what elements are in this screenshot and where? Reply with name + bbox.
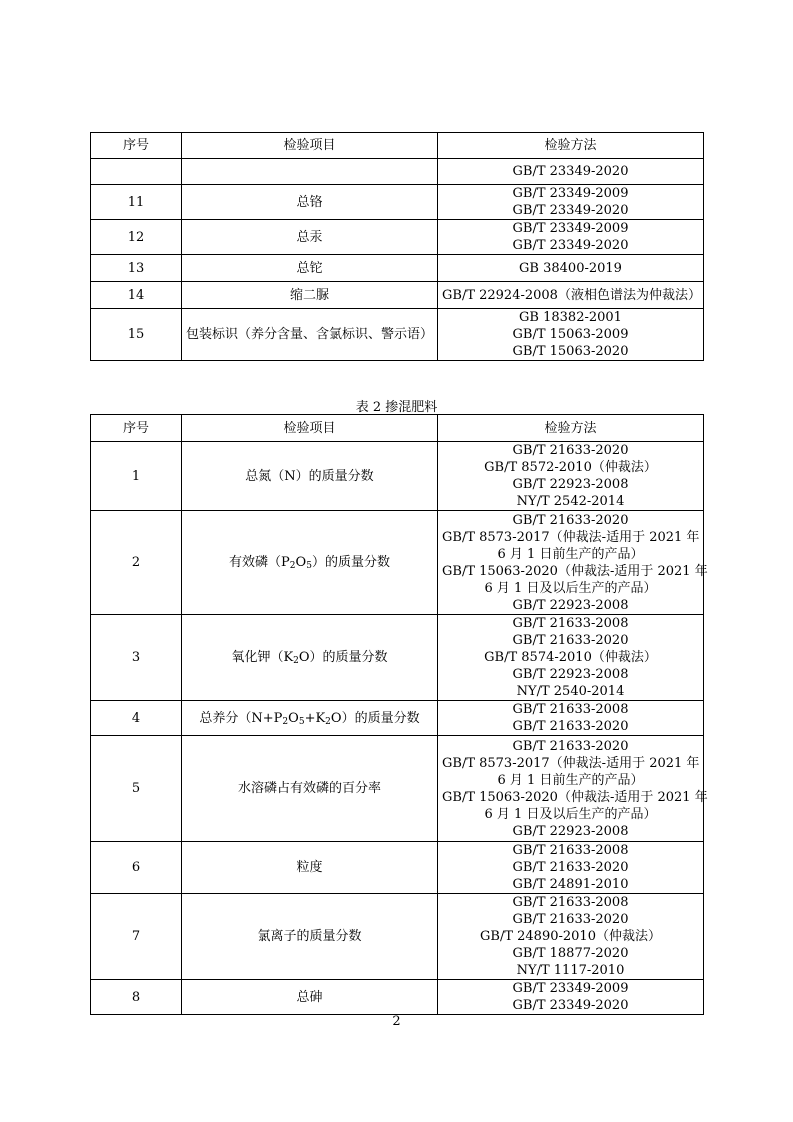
row-item: 有效磷$(P_2O_5)$的质量分数 <box>182 511 438 615</box>
row-seq: 3 <box>91 615 182 701</box>
method-line: GB/T 22923-2008 <box>512 477 629 492</box>
method-line: GB/T 21633-2020 <box>512 633 629 648</box>
header-item: 检验项目 <box>182 415 438 442</box>
row-methods <box>438 615 704 701</box>
method-line: GB 18382-2001 <box>519 310 622 325</box>
row-item <box>182 159 438 185</box>
table2-caption: 表 2 掺混肥料 <box>355 400 438 415</box>
row-seq: 2 <box>91 511 182 615</box>
header-seq: 序号 <box>91 133 182 159</box>
method-line: 6 月 1 日及以后生产的产品） <box>484 580 657 596</box>
method-line: GB/T 15063-2009 <box>512 327 629 342</box>
row-item: 总砷 <box>182 980 438 1015</box>
method-line: 6 月 1 日前生产的产品） <box>497 772 644 788</box>
row-methods <box>438 894 704 980</box>
row-methods <box>438 736 708 842</box>
table-row <box>91 255 704 282</box>
inspection-table-continued <box>90 132 704 361</box>
method-line: GB/T 21633-2008 <box>512 616 629 631</box>
row-seq: 4 <box>91 701 182 736</box>
table-row <box>91 442 704 511</box>
table-row <box>91 701 704 736</box>
method-line: GB/T 22924-2008（液相色谱法为仲裁法） <box>442 287 701 303</box>
row-item: 总铬 <box>182 185 438 220</box>
method-line: GB/T 23349-2009 <box>512 221 629 236</box>
header-seq: 序号 <box>91 415 182 442</box>
table-row <box>91 159 704 185</box>
table-header-row <box>91 415 704 442</box>
table-row <box>91 511 704 615</box>
method-line: GB/T 23349-2020 <box>512 164 629 179</box>
row-methods <box>438 442 704 511</box>
method-line: GB/T 21633-2020 <box>512 738 629 754</box>
header-method: 检验方法 <box>438 133 704 159</box>
table-row <box>91 185 704 220</box>
method-line: GB 38400-2019 <box>519 260 622 276</box>
row-item: 水溶磷占有效磷的百分率 <box>182 736 438 842</box>
method-line: GB/T 23349-2020 <box>512 998 629 1013</box>
row-methods <box>438 511 708 615</box>
method-line: GB/T 21633-2008 <box>512 702 629 717</box>
method-line: GB/T 23349-2009 <box>512 981 629 996</box>
method-line: GB/T 18877-2020 <box>512 946 629 961</box>
row-methods <box>438 255 704 282</box>
method-line: GB/T 23349-2020 <box>512 238 629 253</box>
header-method: 检验方法 <box>438 415 704 442</box>
row-seq: 1 <box>91 442 182 511</box>
blended-fertilizer-table <box>90 414 708 1015</box>
row-item: 粒度 <box>182 842 438 894</box>
method-line: GB/T 15063-2020 <box>512 344 629 359</box>
method-line: NY/T 2542-2014 <box>516 494 625 509</box>
row-item: 包装标识（养分含量、含氯标识、警示语） <box>182 309 438 361</box>
method-line: GB/T 24890-2010（仲裁法） <box>480 929 661 944</box>
row-methods <box>438 309 704 361</box>
row-methods <box>438 159 704 185</box>
method-line: GB/T 21633-2008 <box>512 843 629 858</box>
row-seq <box>91 159 182 185</box>
row-item: 总铊 <box>182 255 438 282</box>
method-line: GB/T 24891-2010 <box>512 877 629 892</box>
method-line: GB/T 15063-2020（仲裁法-适用于 2021 年 <box>442 789 708 805</box>
method-line: GB/T 22923-2008 <box>512 667 629 682</box>
row-methods <box>438 185 704 220</box>
row-methods <box>438 842 704 894</box>
row-methods <box>438 220 704 255</box>
row-seq: 13 <box>91 255 182 282</box>
row-methods <box>438 701 704 736</box>
method-line: GB/T 23349-2009 <box>512 186 629 201</box>
row-seq: 11 <box>91 185 182 220</box>
method-line: NY/T 1117-2010 <box>516 963 625 978</box>
table-row <box>91 842 704 894</box>
row-seq: 8 <box>91 980 182 1015</box>
method-line: GB/T 21633-2020 <box>512 860 629 875</box>
method-line: GB/T 21633-2020 <box>512 512 629 528</box>
row-seq: 12 <box>91 220 182 255</box>
method-line: GB/T 21633-2020 <box>512 719 629 734</box>
header-item: 检验项目 <box>182 133 438 159</box>
table-row <box>91 894 704 980</box>
method-line: GB/T 21633-2008 <box>512 895 629 910</box>
method-line: GB/T 21633-2020 <box>512 912 629 927</box>
method-line: GB/T 15063-2020（仲裁法-适用于 2021 年 <box>442 563 708 579</box>
row-item: 氯离子的质量分数 <box>182 894 438 980</box>
row-item: 氧化钾$(K_2O)$的质量分数 <box>182 615 438 701</box>
method-line: GB/T 22923-2008 <box>512 823 629 839</box>
row-seq: 5 <box>91 736 182 842</box>
row-item: 总养分$(N+P_2O_5+K_2O)$的质量分数 <box>182 701 438 736</box>
method-line: 6 月 1 日及以后生产的产品） <box>484 806 657 822</box>
table-row <box>91 309 704 361</box>
method-line: GB/T 21633-2020 <box>512 443 629 458</box>
row-item: 总氮（N）的质量分数 <box>182 442 438 511</box>
method-line: GB/T 22923-2008 <box>512 597 629 613</box>
method-line: GB/T 8574-2010（仲裁法） <box>484 650 657 665</box>
method-line: GB/T 8573-2017（仲裁法-适用于 2021 年 <box>442 529 700 545</box>
row-methods <box>438 980 704 1015</box>
method-line: NY/T 2540-2014 <box>516 684 625 699</box>
row-seq: 14 <box>91 282 182 309</box>
table-row <box>91 736 704 842</box>
row-seq: 7 <box>91 894 182 980</box>
table-row <box>91 615 704 701</box>
row-seq: 15 <box>91 309 182 361</box>
table-row <box>91 980 704 1015</box>
row-item: 总汞 <box>182 220 438 255</box>
method-line: GB/T 23349-2020 <box>512 203 629 218</box>
method-line: GB/T 8572-2010（仲裁法） <box>484 460 657 475</box>
table-row <box>91 282 704 309</box>
row-methods <box>438 282 704 309</box>
method-line: GB/T 8573-2017（仲裁法-适用于 2021 年 <box>442 755 700 771</box>
table-header-row <box>91 133 704 159</box>
page-number: 2 <box>392 1014 401 1029</box>
table-row <box>91 220 704 255</box>
row-seq: 6 <box>91 842 182 894</box>
row-item: 缩二脲 <box>182 282 438 309</box>
method-line: 6 月 1 日前生产的产品） <box>497 546 644 562</box>
